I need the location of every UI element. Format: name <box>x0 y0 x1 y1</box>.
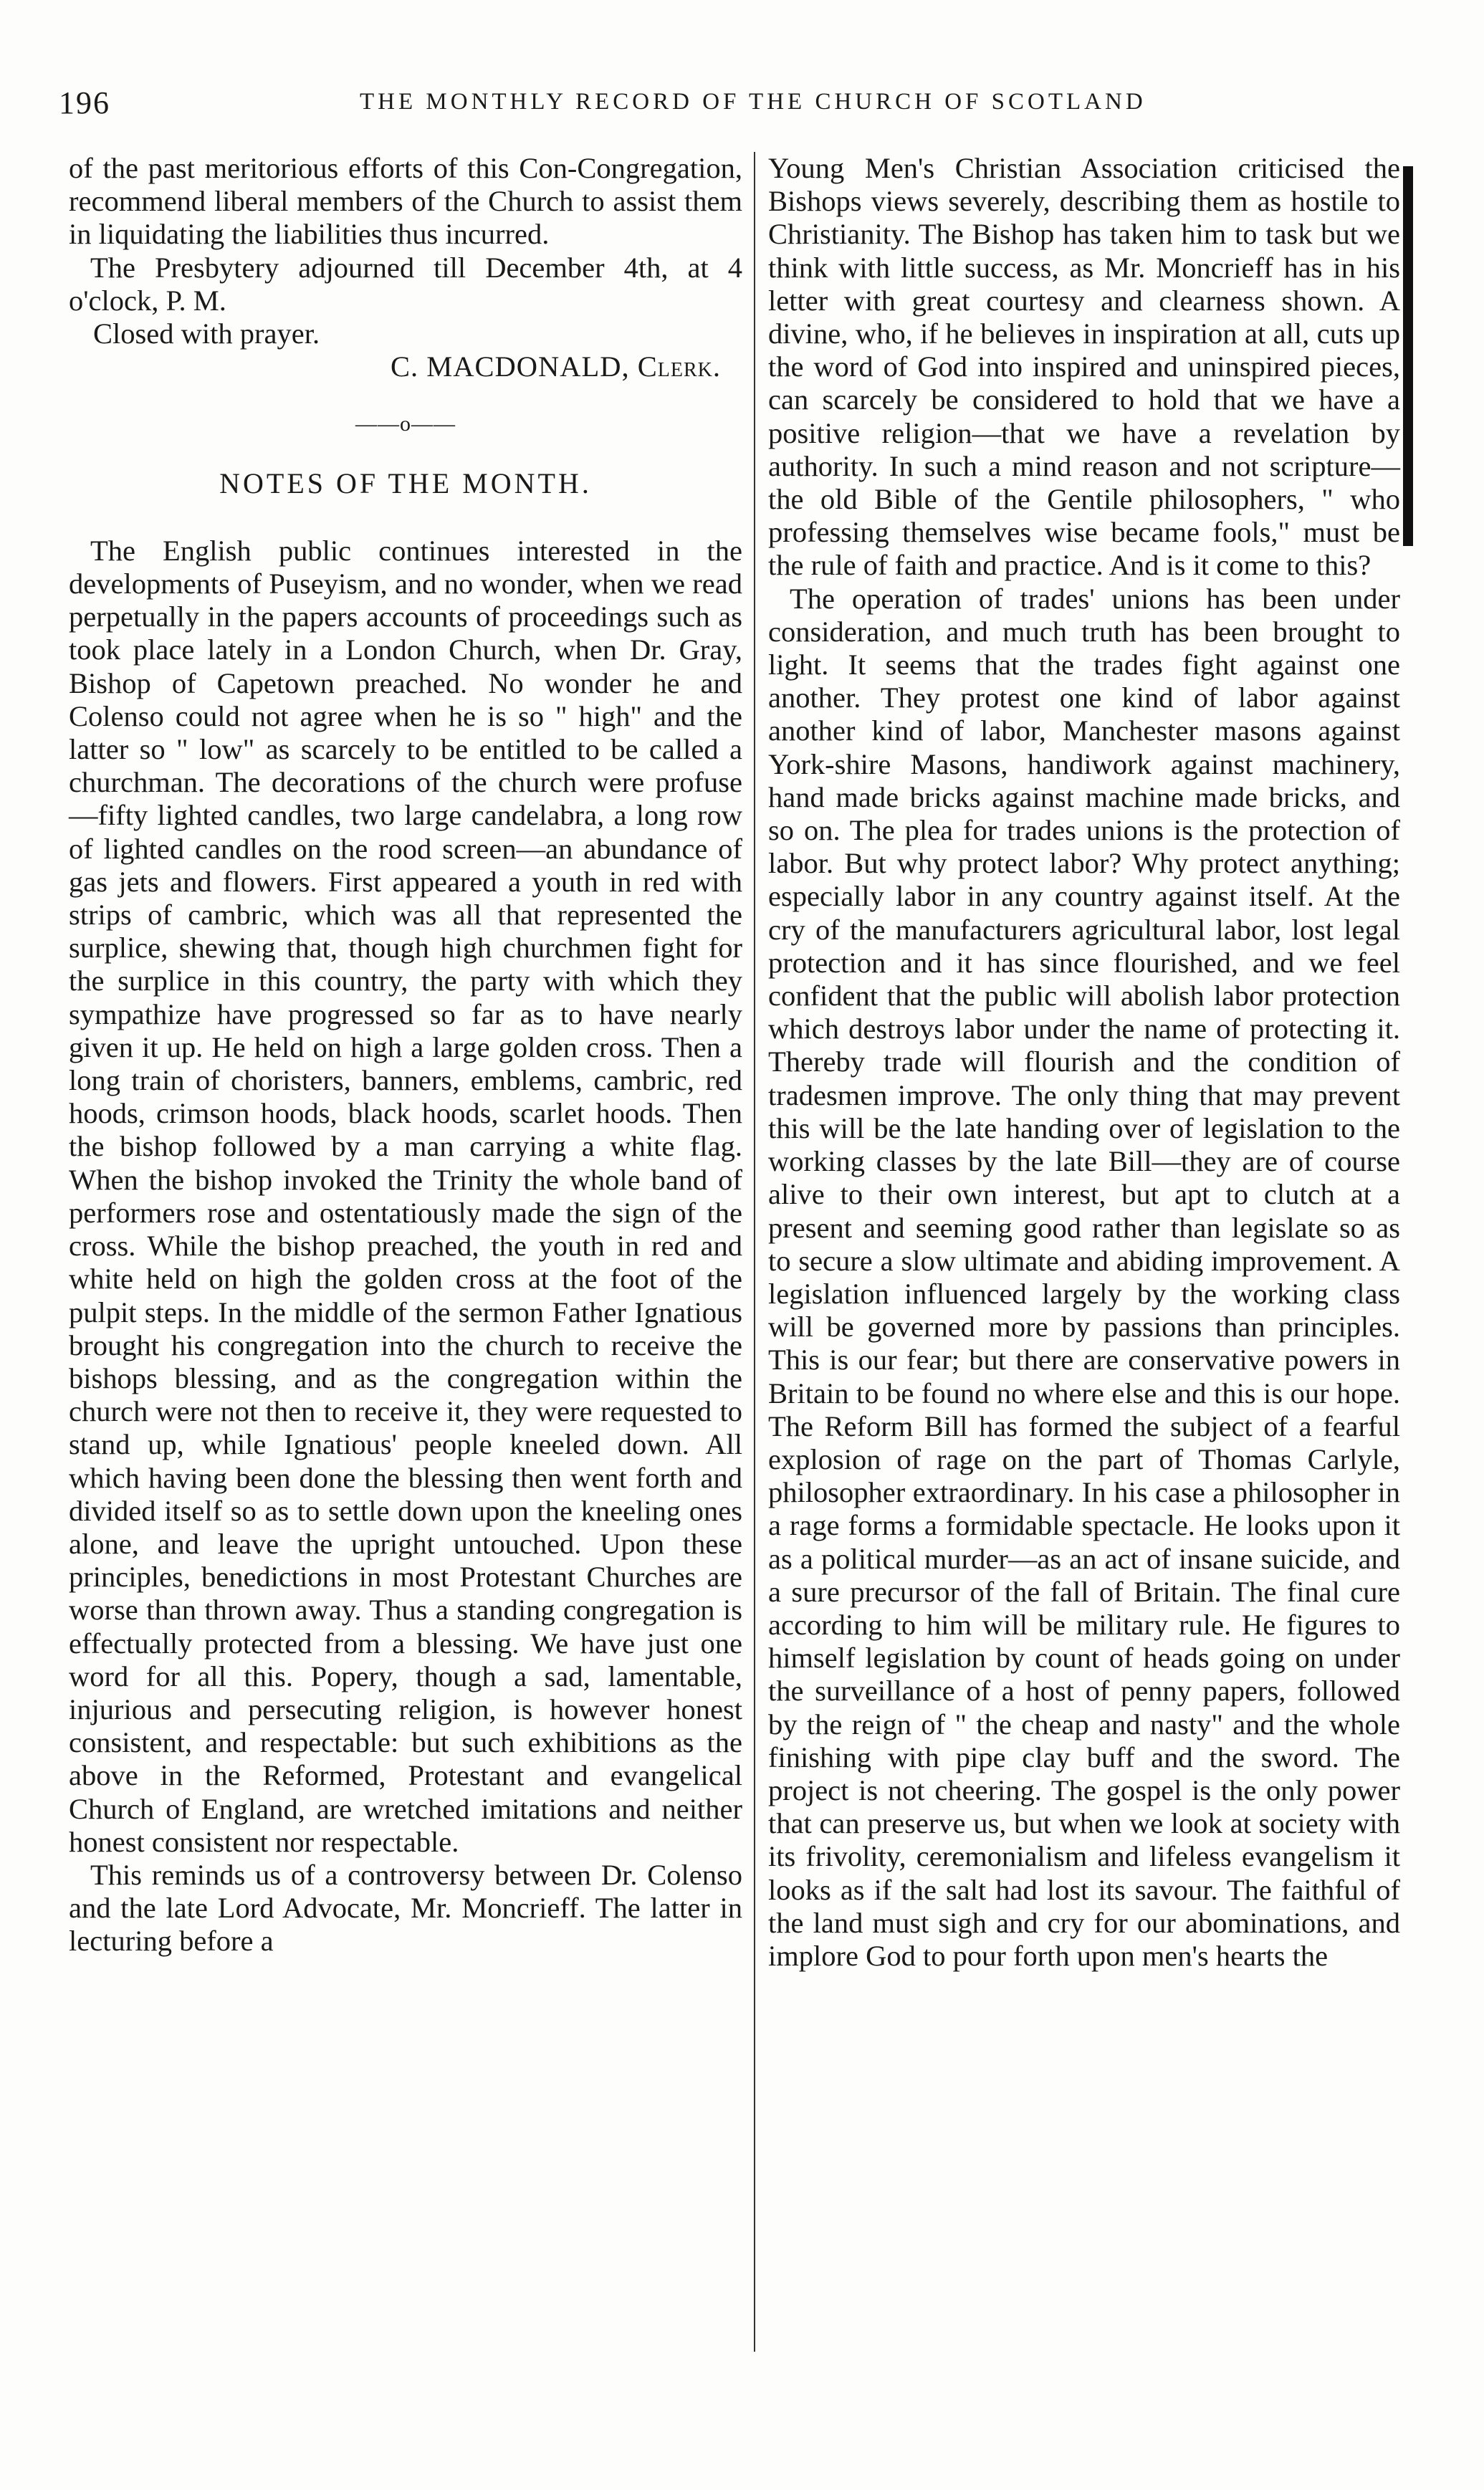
left-column <box>69 152 742 1958</box>
closing-line: Closed with prayer. <box>93 317 320 350</box>
notes-paragraph-trades-unions: The operation of trades' unions has been under consideration, and much truth has been brought to light. It seems that the trades fight against one another. They protest one kind of labor against another kind of labor, Manchester masons against York-shire Masons, handiwork against machinery, hand made bricks against machine made bricks, and so on. The plea for trades unions is the protection of labor. But why protect labor? Why protect anything; especially labor in any country against itself. At the cry of the manufacturers agricultural labor, lost legal protection and it has since flourished, and we feel confident that the public will abolish labor protection which destroys labor under the name of protecting it. Thereby trade will flourish and the condition of tradesmen improve. The only thing that may prevent this will be the late handing over of legislation to the working classes by the late Bill—they are of course alive to their own interest, but apt to clutch at a present and seeming good rather than legislate so as to secure a slow ultimate and abiding improvement. A legislation influenced largely by the working class will be governed more by passions than principles. This is our fear; but there are conservative powers in Britain to be found no where else and this is our hope. The Reform Bill has formed the subject of a fearful explosion of rage on the part of Thomas Carlyle, philosopher extraordinary. In his case a philosopher in a rage forms a formidable spectacle. He looks upon it as a political murder—as an act of insane suicide, and a sure precursor of the fall of Britain. The final cure according to him will be military rule. He figures to himself legislation by count of heads going on under the surveillance of a host of penny papers, followed by the reign of " the cheap and nasty" and the whole finishing with pipe clay buff and the sword. The project is not cheering. The gospel is the only power that can preserve us, but when we look at society with its frivolity, ceremonialism and lifeless evangelism it looks as if the salt had lost its savour. The faithful of the land must sigh and cry for our abominations, and implore God to pour forth upon men's hearts the <box>768 582 1400 1972</box>
journal-title: THE MONTHLY RECORD OF THE CHURCH OF SCOTLAND <box>360 89 1146 115</box>
running-head <box>59 85 1399 128</box>
notes-paragraph-puseyism: The English public continues interested in the developments of Puseyism, and no wonder, when we read perpetually in the papers accounts of proceedings such as took place lately in a London Church, when Dr. Gray, Bishop of Capetown preached. No wonder he and Colenso could not agree when he is so " high" and the latter so " low" as scarcely to be entitled to be called a churchman. The decorations of the church were profuse—fifty lighted candles, two large candelabra, a long row of lighted candles on the rood screen—an abundance of gas jets and flowers. First appeared a youth in red with strips of cambric, which was all that represented the surplice, shewing that, though high churchmen fight for the surplice in this country, the party with which they sympathize have progressed so far as to have nearly given it up. He held on high a large golden cross. Then a long train of choristers, banners, emblems, cambric, red hoods, crimson hoods, black hoods, scarlet hoods. Then the bishop followed by a man carrying a white flag. When the bishop invoked the Trinity the whole band of performers rose and ostentatiously made the sign of the cross. While the bishop preached, the youth in red and white held on high the golden cross at the foot of the pulpit steps. In the middle of the sermon Father Ignatious brought his congregation into the church to receive the bishops blessing, and as the congregation within the church were not then to receive it, they were requested to stand up, while Ignatious' people kneeled down. All which having been done the blessing then went forth and divided itself so as to settle down upon the kneeling ones alone, and leave the upright untouched. Upon these principles, benedictions in most Protestant Churches are worse than thrown away. Thus a standing congregation is effectually protected from a blessing. We have just one word for all this. Popery, though a sad, lamentable, injurious and persecuting religion, is however honest consistent, and respectable: but such exhibitions as the above in the Reformed, Protestant and evangelical Church of England, are wretched imitations and neither honest consistent nor respectable. <box>69 534 742 1858</box>
page-number: 196 <box>59 85 110 120</box>
section-separator: ——o—— <box>355 412 456 436</box>
notes-paragraph-colenso: This reminds us of a controversy between Dr. Colenso and the late Lord Advocate, Mr. Moncrieff. The latter in lecturing before a <box>69 1858 742 1958</box>
right-column <box>768 152 1400 1973</box>
section-heading: NOTES OF THE MONTH. <box>219 466 592 499</box>
margin-edge-mark <box>1403 166 1413 546</box>
column-divider <box>754 152 755 2352</box>
notes-paragraph-moncrieff: Young Men's Christian Association criticised the Bishops views severely, describing them as hostile to Christianity. The Bishop has taken him to task but we think with little success, as Mr. Moncrieff has in his letter with great courtesy and clearness shown. A divine, who, if he believes in inspiration at all, cuts up the word of God into inspired and uninspired pieces, can scarcely be considered to hold that we have a positive religion—that we have a revelation by authority. In such a mind reason and not scripture—the old Bible of the Gentile philosophers, " who professing themselves wise became fools," must be the rule of faith and practice. And is it come to this? <box>768 152 1400 582</box>
clerk-signature: C. MACDONALD, Clerk. <box>390 350 721 383</box>
adjournment-paragraph: The Presbytery adjourned till December 4th, at 4 o'clock, P. M. <box>69 251 742 317</box>
opening-paragraph: of the past meritorious efforts of this Con-Congregation, recommend liberal members of the Church to assist them in liquidating the liabilities thus incurred. <box>69 152 742 251</box>
